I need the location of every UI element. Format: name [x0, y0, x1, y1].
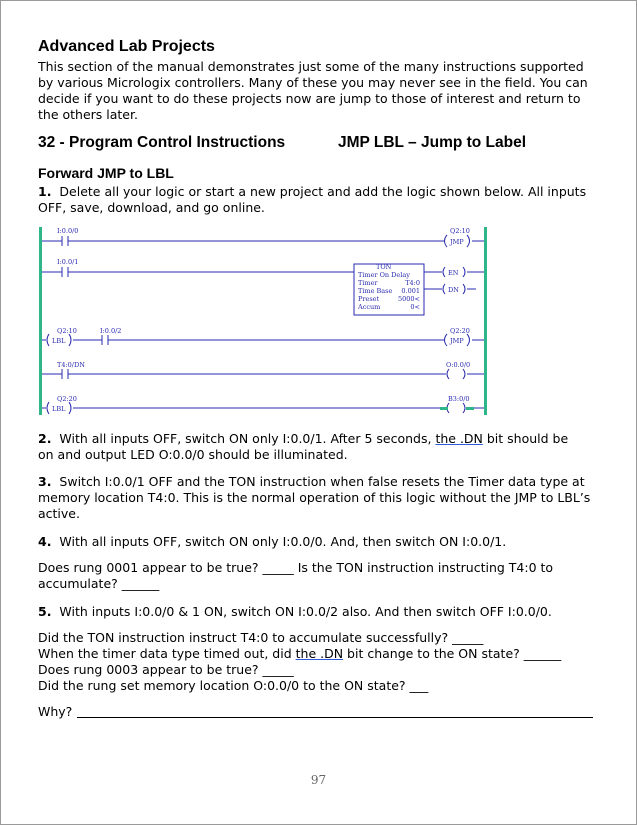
rung-0-output-address: Q2:10	[450, 227, 470, 235]
step-text: memory location T4:0. This is the normal operation of this logic without the JMP to LBL’s	[38, 490, 591, 505]
step-5	[38, 604, 618, 620]
rung-3-wire	[42, 369, 446, 379]
intro-line: the others later.	[38, 107, 138, 122]
subheading: Forward JMP to LBL	[38, 165, 174, 181]
left-power-rail	[39, 227, 42, 415]
step-text: With inputs I:0.0/0 & 1 ON, switch ON I:0.0/2 also. And then switch OFF I:0.0/0.	[59, 604, 552, 619]
why-label: Why?	[38, 704, 73, 719]
step-text: Delete all your logic or start a new project and add the logic shown below. All inputs	[59, 184, 587, 199]
step-4	[38, 534, 618, 550]
question-1	[38, 560, 618, 592]
rung-1-contact-address: I:0.0/1	[57, 258, 79, 266]
step-number: 5.	[38, 604, 52, 619]
rung-2-label-address: Q2:10	[57, 327, 77, 335]
question-text: When the timer data type timed out, did	[38, 646, 296, 661]
coil-wires	[467, 272, 484, 289]
step-text: on and output LED O:0.0/0 should be illuminated.	[38, 447, 348, 462]
step-text: With all inputs OFF, switch ON only I:0.0/1. After 5 seconds,	[59, 431, 436, 446]
question-text: accumulate? ______	[38, 576, 160, 591]
step-1	[38, 184, 618, 216]
ton-row-label: Preset	[358, 295, 380, 303]
ton-label: TON	[376, 263, 392, 271]
jmp-label: JMP	[450, 238, 464, 246]
question-text: Does rung 0003 appear to be true? _____	[38, 662, 294, 677]
rung-3-contact-address: T4:0/DN	[57, 361, 85, 369]
intro-line: decide if you want to do these projects now are jump to those of interest and return to	[38, 91, 581, 106]
step-number: 1.	[38, 184, 52, 199]
question-text: Did the TON instruction instruct T4:0 to accumulate successfully? _____	[38, 630, 484, 645]
energized-marker	[440, 407, 448, 410]
step-text: bit should be	[482, 431, 569, 446]
step-text: With all inputs OFF, switch ON only I:0.0/0. And, then switch ON I:0.0/1.	[59, 534, 507, 549]
rung-4-label-address: Q2:20	[57, 395, 77, 403]
rung-0-contact-address: I:0.0/0	[57, 227, 79, 235]
ton-row-value: 0.001	[401, 287, 420, 295]
right-power-rail	[484, 227, 487, 415]
en-label: EN	[448, 269, 459, 277]
ton-row-label: Accum	[358, 303, 381, 311]
step-2	[38, 431, 618, 463]
ladder-diagram	[36, 224, 492, 418]
step-number: 4.	[38, 534, 52, 549]
step-text: Switch I:0.0/1 OFF and the TON instruction when false resets the Timer data type at	[59, 474, 585, 489]
output-coil-b	[447, 403, 484, 413]
rung-2-contact-address: I:0.0/2	[100, 327, 122, 335]
question-text: Does rung 0001 appear to be true? _____ Is the TON instruction instructing T4:0 to	[38, 560, 554, 575]
section-title: 32 - Program Control Instructions	[38, 134, 286, 151]
ton-row-value: 0<	[410, 303, 420, 311]
intro-paragraph	[38, 59, 618, 123]
rung-3-output-address: O:0.0/0	[446, 361, 471, 369]
question-2	[38, 630, 618, 694]
rung-2-output-address: Q2:20	[450, 327, 470, 335]
intro-line: This section of the manual demonstrates just some of the many instructions supported	[38, 59, 584, 74]
jmp-bracket-left	[445, 235, 448, 247]
page-number: 97	[310, 773, 327, 787]
ton-row-label: Time Base	[358, 287, 393, 295]
page-heading: Advanced Lab Projects	[38, 38, 215, 55]
step-number: 3.	[38, 474, 52, 489]
question-text: bit change to the ON state? ______	[343, 646, 562, 661]
output-coil-o	[447, 369, 484, 379]
jmp-label: JMP	[450, 337, 464, 345]
ton-row-value: 5000<	[398, 295, 420, 303]
jmp-bracket-right	[467, 235, 470, 247]
ton-row-label: Timer	[358, 279, 378, 287]
rung-4-output-address: B3:0/0	[448, 395, 470, 403]
answer-line[interactable]	[77, 717, 593, 718]
rung-0-wire	[42, 236, 444, 246]
dn-label: DN	[448, 286, 459, 294]
lbl-text: LBL	[52, 337, 66, 345]
ton-title: Timer On Delay	[358, 271, 410, 279]
energized-marker	[466, 407, 474, 410]
question-text: Did the rung set memory location O:0.0/0 to the ON state? ___	[38, 678, 429, 693]
step-number: 2.	[38, 431, 52, 446]
rung-2-wire	[73, 335, 444, 345]
intro-line: by various Micrologix controllers. Many of these you may never see in the field. You can	[38, 75, 588, 90]
step-3	[38, 474, 628, 522]
step-text: active.	[38, 506, 80, 521]
section-subtitle: JMP LBL – Jump to Label	[338, 134, 527, 151]
ton-row-value: T4:0	[405, 279, 420, 287]
ton-outputs	[424, 272, 442, 289]
dn-bit-underlined: the .DN	[295, 646, 344, 661]
dn-bit-underlined: the .DN	[435, 431, 483, 446]
step-text: OFF, save, download, and go online.	[38, 200, 265, 215]
lbl-text: LBL	[52, 405, 66, 413]
rung-1-wire	[42, 267, 354, 277]
